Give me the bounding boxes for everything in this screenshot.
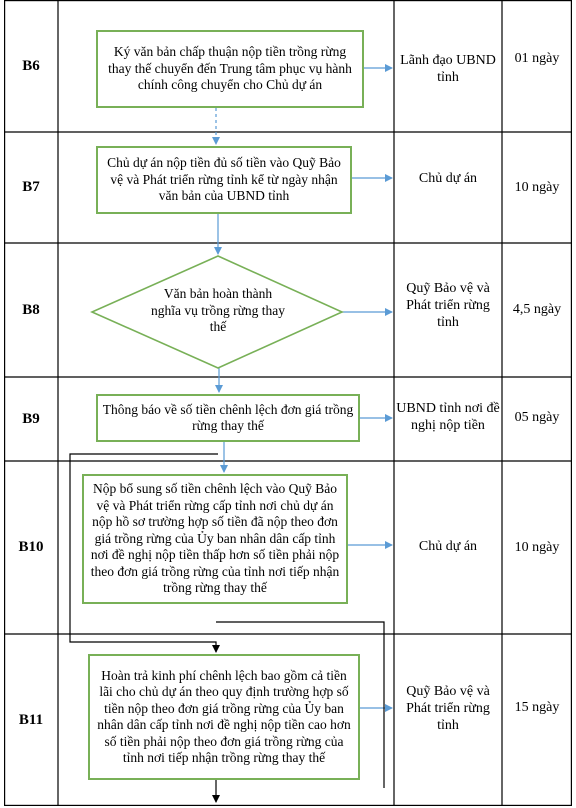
step-label: B6 <box>22 57 40 74</box>
responsible-b10: Chủ dự án <box>418 538 478 554</box>
step-label: B8 <box>22 301 40 318</box>
process-box-b6: Ký văn bản chấp thuận nộp tiền trồng rừng thay thế chuyển đến Trung tâm phục vụ hành chính công chuyển cho Chủ dự án <box>96 30 364 108</box>
responsible-b7: Chủ dự án <box>418 170 478 186</box>
responsible-b11: Quỹ Bảo vệ và Phát triển rừng tỉnh <box>406 683 490 733</box>
duration-b7: 10 ngày <box>514 180 560 195</box>
responsible-b9: UBND tỉnh nơi đề nghị nộp tiền <box>396 401 500 433</box>
step-label: B10 <box>18 539 44 555</box>
duration-b8: 4,5 ngày <box>512 302 562 317</box>
step-label: B11 <box>18 711 44 728</box>
responsible-b6: Lãnh đạo UBND tỉnh <box>400 53 496 85</box>
process-flow-table <box>4 0 572 806</box>
responsible-b8: Quỹ Bảo vệ và Phát triển rừng tỉnh <box>406 280 490 330</box>
duration-b11: 15 ngày <box>514 700 560 715</box>
duration-b9: 05 ngày <box>514 410 560 425</box>
decision-text-b8: Văn bản hoàn thành nghĩa vụ trồng rừng thay thế <box>150 286 286 334</box>
process-box-b10: Nộp bổ sung số tiền chênh lệch vào Quỹ Bảo vệ và Phát triển rừng cấp tỉnh nơi chủ dự án nộp hồ sơ trường hợp số tiền đã nộp theo đơn giá trồng rừng của Ủy ban nhân dân cấp tỉnh nơi đề nghị nộp tiền thấp hơn số tiền phải nộp theo đơn giá trồng rừng của tỉnh nơi tiếp nhận trồng rừng thay thế <box>82 474 348 604</box>
step-label: B9 <box>22 410 40 427</box>
process-box-b9: Thông báo về số tiền chênh lệch đơn giá trồng rừng thay thế <box>96 394 360 442</box>
duration-b6: 01 ngày <box>514 51 560 66</box>
step-label: B7 <box>22 179 40 195</box>
process-box-b7: Chủ dự án nộp tiền đủ số tiền vào Quỹ Bảo vệ và Phát triển rừng tỉnh kể từ ngày nhận văn bản của UBND tỉnh <box>96 146 352 214</box>
process-box-b11: Hoàn trả kinh phí chênh lệch bao gồm cả tiền lãi cho chủ dự án theo quy định trường hợp số tiền nộp theo đơn giá trồng rừng của Ủy ban nhân dân cấp tỉnh nơi đề nghị nộp tiền cao hơn số tiền phải nộp theo đơn giá trồng rừng của tỉnh nơi tiếp nhận trồng rừng thay thế <box>88 654 360 780</box>
duration-b10: 10 ngày <box>514 540 560 555</box>
